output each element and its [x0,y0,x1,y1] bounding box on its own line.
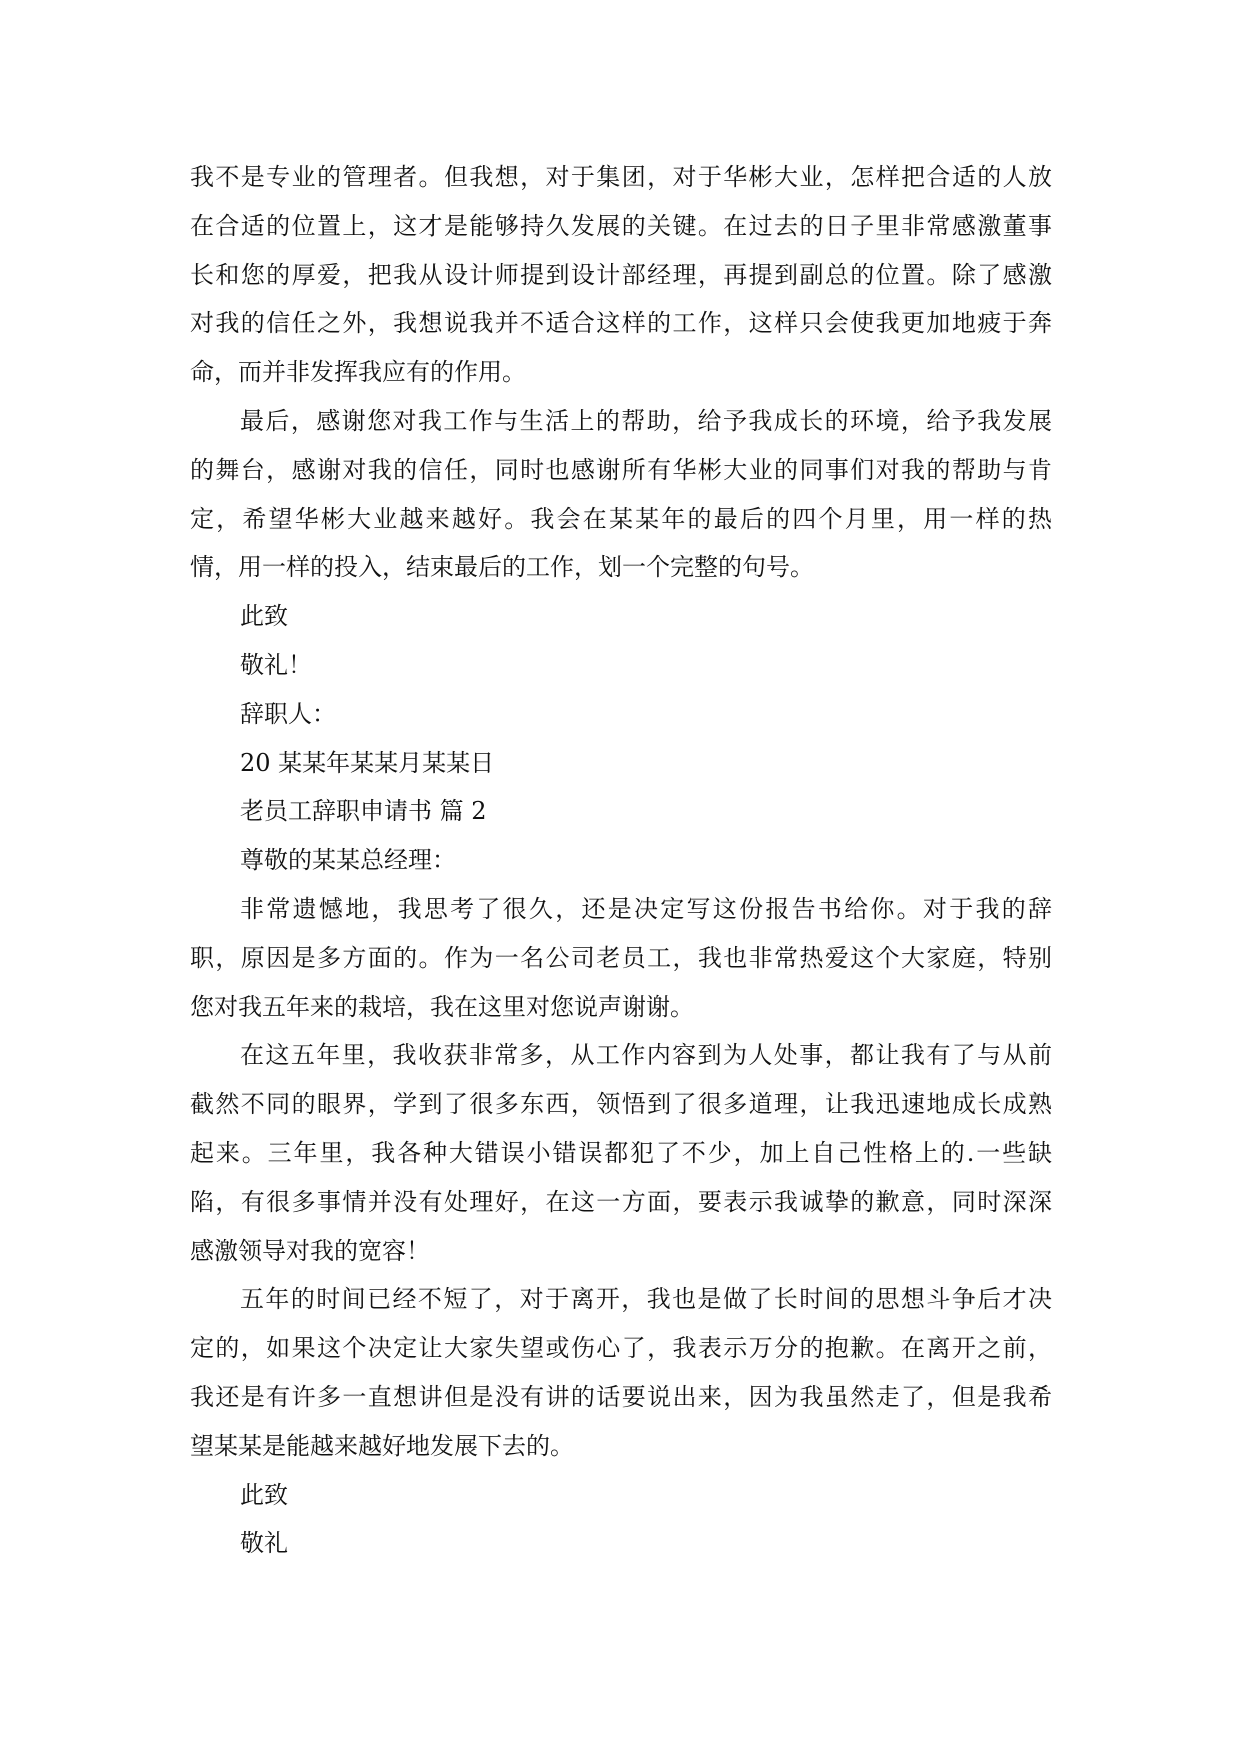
closing-regards [190,641,1052,690]
text-line: 截然不同的眼界，学到了很多东西，领悟到了很多道理，让我迅速地成长成熟 [190,1090,1052,1119]
text-line: 情，用一样的投入，结束最后的工作，划一个完整的句号。 [190,553,814,582]
text-line: 辞职人： [240,699,336,728]
section-title [190,787,1052,836]
text-line: 起来。三年里，我各种大错误小错误都犯了不少，加上自己性格上的.一些缺 [190,1138,1052,1167]
text-line: 最后，感谢您对我工作与生活上的帮助，给予我成长的环境，给予我发展 [240,406,1052,435]
closing-regards [190,1519,1052,1568]
text-line: 此致 [240,1480,288,1509]
text-line: 我还是有许多一直想讲但是没有讲的话要说出来，因为我虽然走了，但是我希 [190,1382,1052,1411]
closing-salutation [190,1471,1052,1520]
text-line: 您对我五年来的栽培，我在这里对您说声谢谢。 [190,992,694,1021]
text-line: 在这五年里，我收获非常多，从工作内容到为人处事，都让我有了与从前 [240,1041,1052,1070]
text-line: 20 某某年某某月某某日 [240,748,495,777]
text-line: 望某某是能越来越好地发展下去的。 [190,1431,574,1460]
closing-salutation [190,592,1052,641]
text-line: 命，而并非发挥我应有的作用。 [190,358,526,387]
paragraph-reason [190,885,1052,1031]
document-body [190,153,1052,1568]
text-line: 五年的时间已经不短了，对于离开，我也是做了长时间的思想斗争后才决 [240,1285,1052,1314]
paragraph-leaving [190,1275,1052,1470]
paragraph-continuation [190,153,1052,397]
letter-date [190,739,1052,788]
paragraph-five-years [190,1031,1052,1275]
text-line: 陷，有很多事情并没有处理好，在这一方面，要表示我诚挚的歉意，同时深深 [190,1187,1052,1216]
text-line: 敬礼！ [240,650,312,679]
text-line: 长和您的厚爱，把我从设计师提到设计部经理，再提到副总的位置。除了感激 [190,260,1052,289]
text-line: 定的，如果这个决定让大家失望或伤心了，我表示万分的抱歉。在离开之前， [190,1334,1052,1363]
text-line: 定，希望华彬大业越来越好。我会在某某年的最后的四个月里，用一样的热 [190,504,1052,533]
text-line: 非常遗憾地，我思考了很久，还是决定写这份报告书给你。对于我的辞 [240,894,1052,923]
paragraph-thanks [190,397,1052,592]
text-line: 的舞台，感谢对我的信任，同时也感谢所有华彬大业的同事们对我的帮助与肯 [190,455,1052,484]
text-line: 职，原因是多方面的。作为一名公司老员工，我也非常热爱这个大家庭，特别 [190,943,1052,972]
text-line: 此致 [240,602,288,631]
text-line: 老员工辞职申请书 篇 2 [240,797,487,826]
signature-label [190,690,1052,739]
text-line: 我不是专业的管理者。但我想，对于集团，对于华彬大业，怎样把合适的人放 [190,163,1052,191]
letter-greeting [190,836,1052,885]
text-line: 敬礼 [240,1529,288,1558]
text-line: 尊敬的某某总经理： [240,846,456,875]
text-line: 感激领导对我的宽容！ [190,1236,430,1265]
text-line: 对我的信任之外，我想说我并不适合这样的工作，这样只会使我更加地疲于奔 [190,309,1052,338]
text-line: 在合适的位置上，这才是能够持久发展的关键。在过去的日子里非常感激董事 [190,211,1052,240]
